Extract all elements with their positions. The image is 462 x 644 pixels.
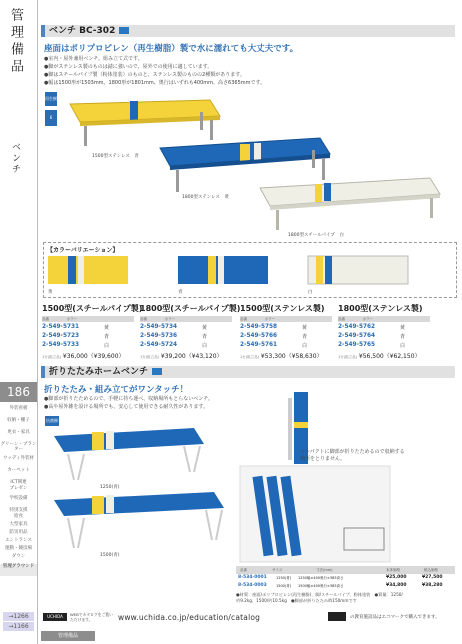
bottom-category-label: 管理備品 — [41, 631, 95, 641]
catalog-url[interactable]: www.uchida.co.jp/education/catalog — [118, 613, 261, 622]
side-item[interactable]: プレゼン — [9, 486, 28, 491]
side-item[interactable]: ICT関連 — [10, 480, 27, 485]
swatch-label: 青 — [178, 290, 183, 295]
footer-note: の教育施設品はエコマークで購入できます。 — [350, 615, 440, 620]
folding-bench-1250 — [54, 428, 204, 480]
bench-caption: 1800型ステンレス 黄 — [182, 195, 229, 200]
bench-yellow-illustration — [70, 100, 220, 146]
product-code: 2-549-5762 — [338, 324, 376, 330]
color-name: 青 — [302, 334, 308, 340]
ref-link[interactable]: →1266 — [3, 612, 34, 621]
product-code: 2-549-5761 — [240, 342, 278, 348]
bench-caption: 1500型ステンレス 青 — [92, 154, 139, 159]
section-title: ベンチ BC-302 — [49, 26, 116, 36]
color-swatches — [48, 254, 453, 288]
spec-head: 品番 カラー — [140, 316, 232, 322]
page-number: 186 — [0, 382, 37, 402]
table-row: 8-534-0003 1500(青) 1500幅×400奥行×385高さ ¥34,800 ¥38,280 — [238, 583, 443, 588]
table-header: 品番 サイズ 寸法(mm) 本体価格 税込価格 — [236, 566, 455, 574]
folding-bench-1500 — [54, 492, 224, 548]
spec-note: 約9.2kg、1500/約10.5kg ●脚部が折りたたみ時150mmです — [236, 598, 357, 603]
spec-title: 1500型(スチールパイプ製) — [42, 304, 143, 313]
price: 1台(組立品) ¥36,000（¥39,600） — [42, 353, 125, 360]
ecomark-icon — [328, 612, 346, 621]
color-name: 黄 — [104, 325, 110, 331]
spec-head: 品番 カラー — [42, 316, 134, 322]
product-code: 2-549-5724 — [140, 342, 178, 348]
table-row: 8-534-0001 1250(青) 1250幅×400奥行×385高さ ¥25,000 ¥27,500 — [238, 575, 443, 580]
color-name: 青 — [400, 334, 406, 340]
recycle-badge: 再生樹 — [45, 92, 57, 106]
side-item[interactable]: 特別支援 — [9, 508, 28, 513]
spec-title: 1500型(ステンレス製) — [240, 304, 325, 313]
bullet: ●脚はスチールパイプ製（粉体塗装）のものと、ステンレス製のものの2種類があります。 — [44, 72, 245, 78]
side-item[interactable]: 運動・競技場 — [5, 546, 32, 551]
detail-note: 場所をとりません。 — [300, 456, 346, 462]
side-item[interactable]: 防災用品 — [9, 530, 28, 535]
bench-caption: 1250(青) — [100, 485, 120, 490]
folding-bench-illustrations — [44, 388, 456, 566]
product-code: 2-549-5765 — [338, 342, 376, 348]
side-item[interactable]: 収納・棚子 — [7, 418, 30, 423]
spec-title: 1800型(ステンレス製) — [338, 304, 423, 313]
product-code: 2-549-5731 — [42, 324, 80, 330]
side-item[interactable]: 学校設備 — [9, 496, 28, 501]
side-item[interactable]: 更衣・家具 — [7, 430, 30, 435]
side-item[interactable]: エントランス — [5, 538, 32, 543]
bullet: ●脚部が折りたためるので、手軽に持ち運べ、収納場所もとらないベンチ。 — [44, 396, 213, 402]
side-item[interactable]: グリーン・プランター — [0, 442, 37, 452]
color-name: 黄 — [400, 325, 406, 331]
product-code: 2-549-5723 — [42, 333, 80, 339]
product-code: 2-549-5764 — [338, 333, 376, 339]
detail-note: コンパクトに脚部が折りたためるので収納する — [300, 449, 405, 455]
bench-illustrations — [60, 92, 455, 242]
color-name: 黄 — [302, 325, 308, 331]
product-code: 2-549-5766 — [240, 333, 278, 339]
section-title: 折りたたみホームベンチ — [49, 367, 149, 377]
spec-note: ●材質：座面/ポリプロピレン(再生樹脂)、脚/スチールパイプ、粉体塗装 ●質量：1250/ — [236, 592, 403, 597]
bench-caption: 1800型スチールパイプ 白 — [288, 233, 344, 238]
lead-text: 折りたたみ・組み立てがワンタッチ！ — [44, 385, 189, 395]
section-heading — [41, 366, 455, 378]
uchida-logo: UCHIDA — [43, 613, 67, 621]
color-name: 白 — [400, 343, 406, 349]
swatch-yellow — [48, 256, 128, 284]
swatch-white — [308, 256, 408, 284]
bullet: ●室内・屋外兼用ベンチ。組み立て式です。 — [44, 56, 143, 62]
color-name: 黄 — [202, 325, 208, 331]
bench-white-illustration — [260, 178, 440, 230]
section-heading — [41, 25, 455, 37]
category-main: 管理備品 — [8, 8, 23, 76]
color-name: 白 — [104, 343, 110, 349]
side-item[interactable]: 外装看板 — [9, 406, 28, 411]
product-code: 2-549-5733 — [42, 342, 80, 348]
spec-head: 品番 カラー — [338, 316, 430, 322]
spec-head: 品番 カラー — [240, 316, 332, 322]
number-badge: 6 — [45, 110, 57, 126]
product-code: 2-549-5736 — [140, 333, 178, 339]
price: 1台(組立品) ¥39,200（¥43,120） — [140, 353, 223, 360]
side-item[interactable]: ダウン — [11, 554, 26, 559]
price: 1台(組立品) ¥53,300（¥58,630） — [240, 353, 323, 360]
folding-detail-photo — [240, 466, 390, 562]
side-item[interactable]: 大型家具 — [9, 522, 28, 527]
swatch-blue — [178, 256, 268, 284]
color-variation-title: 【カラーバリエーション】 — [47, 247, 119, 254]
catalog-icon — [119, 27, 129, 34]
side-item[interactable]: ウッディ外装材 — [2, 456, 35, 461]
product-code: 2-549-5758 — [240, 324, 278, 330]
color-name: 青 — [202, 334, 208, 340]
qr-note: WEBでカタログをご覧いただけます。 — [70, 612, 113, 622]
side-item[interactable]: 給食 — [14, 514, 23, 519]
swatch-label: 白 — [308, 290, 313, 295]
swatch-label: 黄 — [48, 290, 53, 295]
category-sub: ベンチ — [10, 142, 20, 175]
catalog-icon — [152, 368, 162, 375]
color-name: 白 — [202, 343, 208, 349]
product-code: 2-549-5734 — [140, 324, 178, 330]
price: 1台(組立品) ¥56,500（¥62,150） — [338, 353, 421, 360]
bench-caption: 1500(青) — [100, 553, 120, 558]
bullet: ●幅は1500形が1503mm、1800形が1801mm、奥行はいずれも400mm、高さ6365mmです。 — [44, 80, 266, 86]
bullet: ●脚がステンレス製のものは錆に強いので、屋外での使用に適しています。 — [44, 64, 213, 70]
ref-link[interactable]: →1166 — [3, 622, 34, 631]
lead-text: 座面はポリプロピレン（再生樹脂）製で水に濡れても大丈夫です。 — [44, 44, 299, 54]
spec-title: 1800型(スチールパイプ製) — [140, 304, 241, 313]
side-item[interactable]: カーペット — [7, 468, 30, 473]
side-item-active[interactable]: 管理グラウンド — [0, 564, 37, 576]
bullet: ●高や屋外雑を設ける場所でも、安心して使用できる耐久性があります。 — [44, 404, 208, 410]
bench-blue-illustration — [160, 138, 330, 192]
color-name: 青 — [104, 334, 110, 340]
antibacterial-badge: 抗菌樹脂 — [46, 418, 58, 433]
color-name: 白 — [302, 343, 308, 349]
